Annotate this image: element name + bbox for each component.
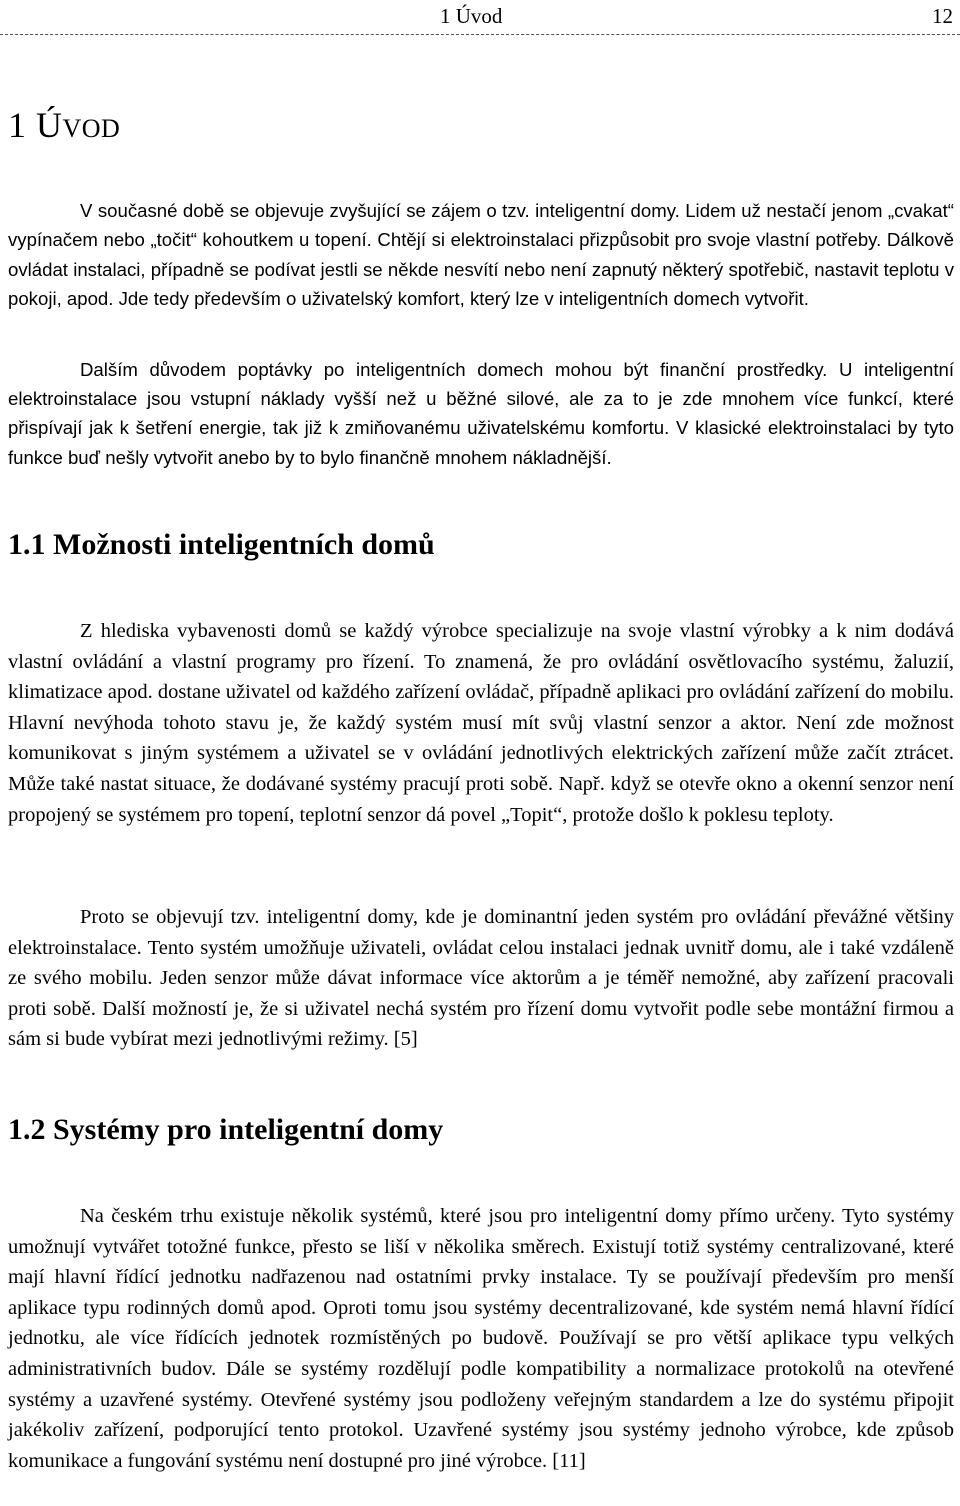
section-1-2-paragraph-1: Na českém trhu existuje několik systémů, které jsou pro inteligentní domy přímo určeny. Tyto systémy umožnují vytvářet totožné funkce, přesto se liší v několika směrech. Existují totiž systémy centralizované, které mají hlavní řídící jednotku nadřazenou nad ostatními prvky instalace. Ty se používají především pro menší aplikace typu rodinných domů apod. Oproti tomu jsou systémy decentralizované, kde systém nemá hlavní řídící jednotku, ale více řídících jednotek rozmístěných po budově. Používají se pro větší aplikace typu velkých administrativních budov. Dále se systémy rozdělují podle kompatibility a normalizace protokolů na otevřené systémy a uzavřené systémy. Otevřené systémy jsou podloženy veřejným standardem a lze do systému připojit jakékoliv zařízení, podporující tento protokol. Uzavřené systémy jsou systémy jednoho výrobce, kde způsob komunikace a fungování systému není dostupné pro jiné výrobce. [11]	[8, 1205, 954, 1472]
running-header-title: 1 Úvod	[440, 4, 503, 28]
intro-paragraph-1: V současné době se objevuje zvyšující se zájem o tzv. inteligentní domy. Lidem už nestačí jenom „cvakat“ vypínačem nebo „točit“ kohoutkem u topení. Chtějí si elektroinstalaci přizpůsobit pro svoje vlastní potřeby. Dálkově ovládat instalaci, případně se podívat jestli se někde nesvítí nebo není zapnutý některý spotřebič, nastavit teplotu v pokoji, apod. Jde tedy především o uživatelský komfort, který lze v inteligentních domech vytvořit.	[8, 200, 954, 310]
section-1-1-paragraph-2: Proto se objevují tzv. inteligentní domy, kde je dominantní jeden systém pro ovládání převážné většiny elektroinstalace. Tento systém umožňuje uživateli, ovládat celou instalaci jednak uvnitř domu, ale i také vzdáleně ze svého mobilu. Jeden senzor může dávat informace více aktorům a je téměř nemožné, aby zařízení pracovali proti sobě. Další možností je, že si uživatel nechá systém pro řízení domu vytvořit podle sebe montážní firmou a sám si bude vybírat mezi jednotlivými režimy. [5]	[8, 906, 954, 1051]
chapter-title-initial: Ú	[36, 105, 63, 145]
chapter-title-rest: VOD	[62, 114, 121, 143]
section-heading-1-1: 1.1 Možnosti inteligentních domů	[8, 528, 435, 561]
chapter-number: 1	[8, 105, 27, 145]
page-header	[0, 0, 960, 35]
intro-paragraph-2: Dalším důvodem poptávky po inteligentních domech mohou být finanční prostředky. U inteligentní elektroinstalace jsou vstupní náklady vyšší než u běžné silové, ale za to je zde mnohem více funkcí, které přispívají jak k šetření energie, tak již k zmiňovanému uživatelskému komfortu. V klasické elektroinstalaci by tyto funkce buď nešly vytvořit anebo by to bylo finančně mnohem nákladnější.	[8, 359, 954, 468]
page-number: 12	[932, 4, 953, 28]
chapter-title	[8, 104, 120, 146]
section-heading-1-2: 1.2 Systémy pro inteligentní domy	[8, 1113, 444, 1146]
section-1-1-paragraph-1: Z hlediska vybavenosti domů se každý výrobce specializuje na svoje vlastní výrobky a k nim dodává vlastní ovládání a vlastní programy pro řízení. To znamená, že pro ovládání osvětlovacího systému, žaluzií, klimatizace apod. dostane uživatel od každého zařízení ovládač, případně aplikaci pro ovládání zařízení do mobilu. Hlavní nevýhoda tohoto stavu je, že každý systém musí mít svůj vlastní senzor a aktor. Není zde možnost komunikovat s jiným systémem a uživatel se v ovládání jednotlivých elektrických zařízení může začít ztrácet. Může také nastat situace, že dodávané systémy pracují proti sobě. Např. když se otevře okno a okenní senzor není propojený se systémem pro topení, teplotní senzor dá povel „Topit“, protože došlo k poklesu teploty.	[8, 620, 954, 826]
